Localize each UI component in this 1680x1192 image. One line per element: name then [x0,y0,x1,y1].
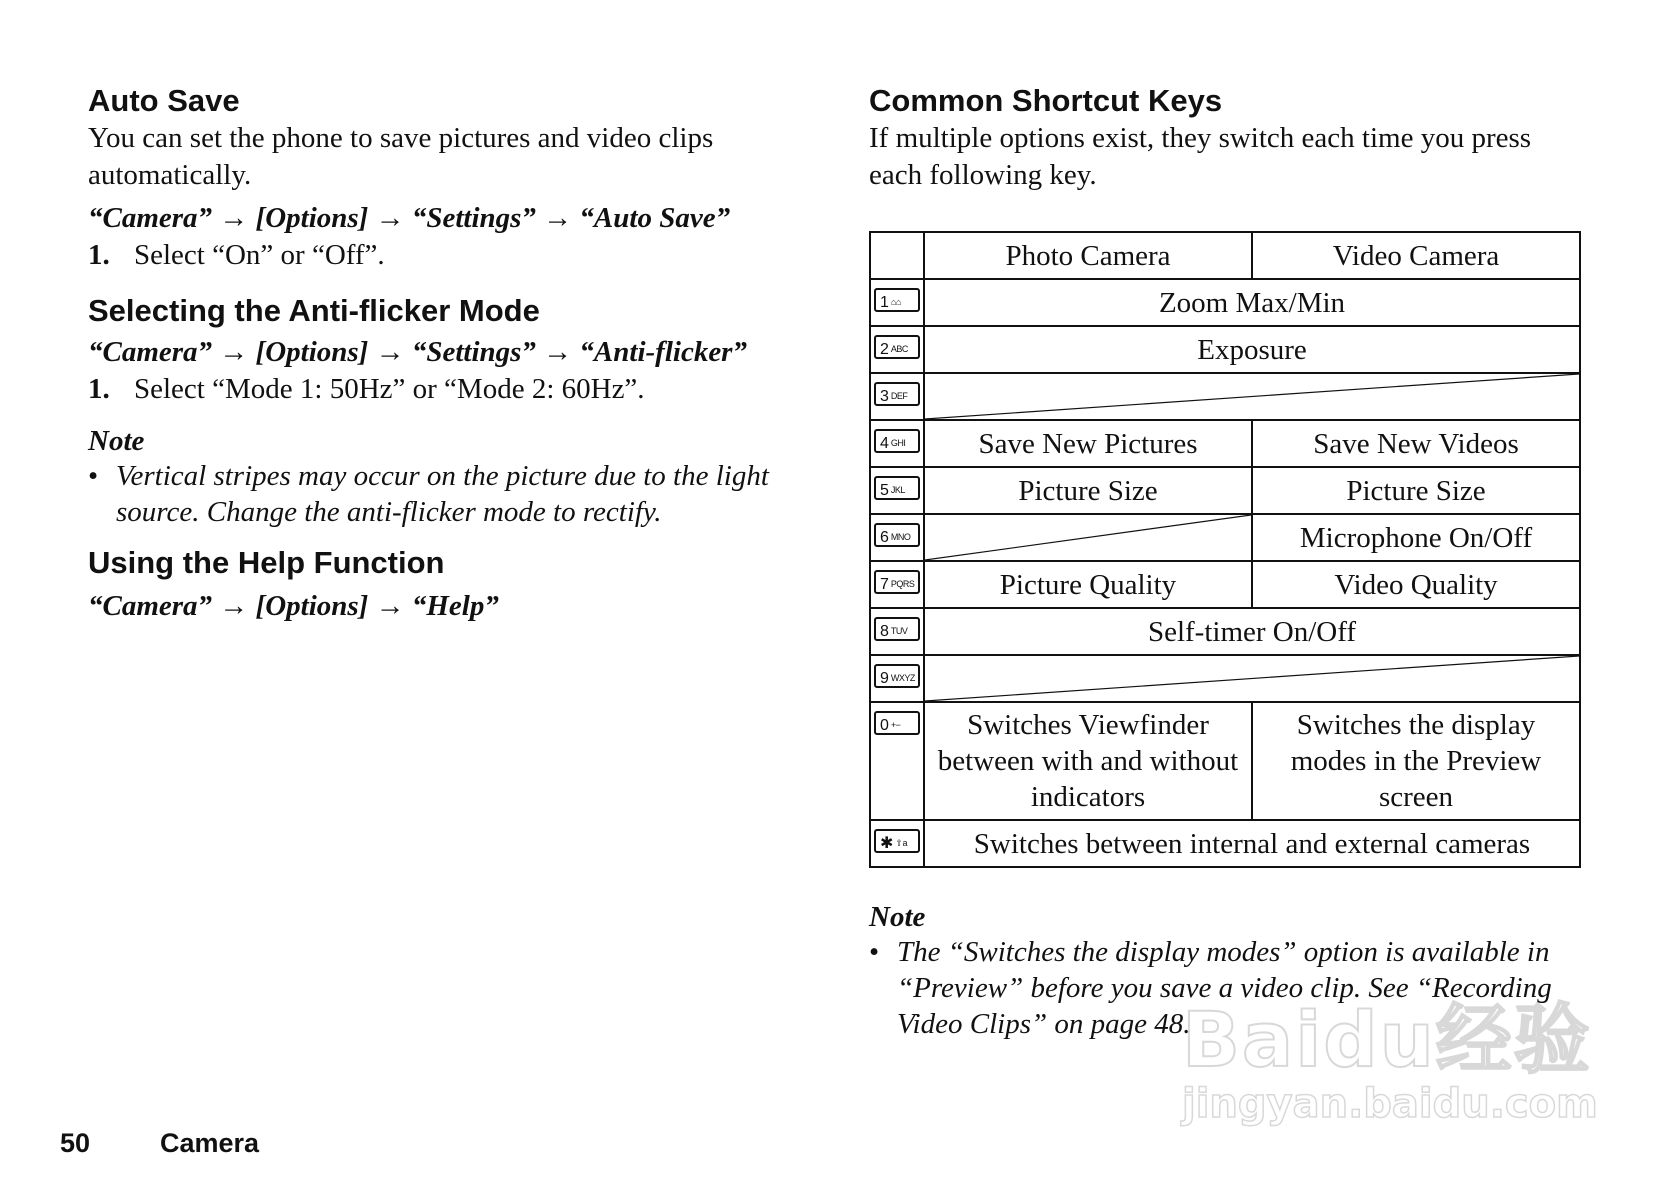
shortcut-keys-table [869,231,1581,868]
note-text: Vertical stripes may occur on the picture due to the light source. Change the anti-flicker mode to rectify. [116,460,769,529]
page-number: 50 [60,1128,91,1158]
table-row [870,820,1580,867]
key-7-icon: 7 PQRS [874,570,920,594]
note-text: The “Switches the display modes” option is available in “Preview” before you save a video clip. See “Recording Video Clips” on page 48. [897,936,1552,1040]
step-text: Select “Mode 1: 50Hz” or “Mode 2: 60Hz”. [134,373,645,406]
key-6-icon: 6 MNO [874,523,920,547]
key-cell [870,561,924,608]
table-row [870,420,1580,467]
video-camera-cell: Save New Videos [1252,420,1580,467]
step-number: 1. [88,373,110,406]
video-camera-cell: Video Quality [1252,561,1580,608]
photo-camera-cell: Picture Quality [924,561,1252,608]
table-row [870,279,1580,326]
not-applicable-cell [924,373,1580,420]
key-cell [870,373,924,420]
key-cell [870,655,924,702]
key-cell [870,326,924,373]
photo-camera-cell: Picture Size [924,467,1252,514]
right-column [869,84,1589,194]
key-8-icon: 8 TUV [874,617,920,641]
help-heading: Using the Help Function [88,545,445,581]
key-cell [870,279,924,326]
diagonal-slash [925,374,1579,419]
auto-save-step [88,238,808,272]
shortcut-keys-body: If multiple options exist, they switch each time you press each following key. [869,122,1532,192]
note-title: Note [869,901,926,933]
key-cell [870,608,924,655]
auto-save-body: You can set the phone to save pictures and video clips automatically. [88,122,714,192]
table-row [870,514,1580,561]
note-title: Note [88,425,145,458]
both-cameras-cell: Zoom Max/Min [924,279,1580,326]
header-photo-camera: Photo Camera [924,232,1252,279]
key-cell [870,420,924,467]
table-row [870,561,1580,608]
table-row [870,655,1580,702]
photo-camera-cell: Switches Viewfinder between with and without indicators [924,702,1252,820]
note-item [88,458,808,530]
both-cameras-cell: Exposure [924,326,1580,373]
key-0-icon: 0 +− [874,711,920,735]
auto-save-heading: Auto Save [88,83,240,118]
diagonal-slash [925,515,1251,560]
watermark-logo: Baidu经验 [1182,995,1592,1084]
key-9-icon: 9 WXYZ [874,664,920,688]
key-1-icon: 1 ⌂⌂ [874,288,920,312]
auto-save-path: “Camera” → [Options] → “Settings” → “Auto Save” [88,202,731,235]
not-applicable-cell [924,514,1252,561]
table-row [870,608,1580,655]
section-name: Camera [160,1128,260,1158]
step-number: 1. [88,239,110,272]
anti-flicker-heading: Selecting the Anti-flicker Mode [88,293,540,329]
video-camera-cell: Microphone On/Off [1252,514,1580,561]
key-star-icon: ✱ ⇧a [874,829,920,853]
key-3-icon: 3 DEF [874,382,920,406]
shortcut-keys-heading: Common Shortcut Keys [869,83,1223,118]
table-row [870,467,1580,514]
table-row [870,702,1580,820]
bullet: • [88,460,99,493]
key-2-icon: 2 ABC [874,335,920,359]
both-cameras-cell: Switches between internal and external cameras [924,820,1580,867]
key-4-icon: 4 GHI [874,429,920,453]
table-header-row [870,232,1580,279]
both-cameras-cell: Self-timer On/Off [924,608,1580,655]
video-camera-cell: Picture Size [1252,467,1580,514]
header-blank-cell [870,232,924,279]
watermark-url: jingyan.baidu.com [1182,1081,1598,1127]
anti-flicker-step [88,372,808,406]
not-applicable-cell [924,655,1580,702]
step-text: Select “On” or “Off”. [134,239,385,272]
table-row [870,326,1580,373]
help-path: “Camera” → [Options] → “Help” [88,590,499,623]
bullet: • [869,936,880,968]
baidu-watermark [1182,995,1598,1140]
key-cell [870,820,924,867]
key-cell [870,702,924,820]
key-cell [870,467,924,514]
table-row [870,373,1580,420]
video-camera-cell: Switches the display modes in the Preview screen [1252,702,1580,820]
header-video-camera: Video Camera [1252,232,1580,279]
left-column [88,84,808,622]
key-cell [870,514,924,561]
photo-camera-cell: Save New Pictures [924,420,1252,467]
key-5-icon: 5 JKL [874,476,920,500]
anti-flicker-path: “Camera” → [Options] → “Settings” → “Anti-flicker” [88,336,747,369]
diagonal-slash [925,656,1579,701]
